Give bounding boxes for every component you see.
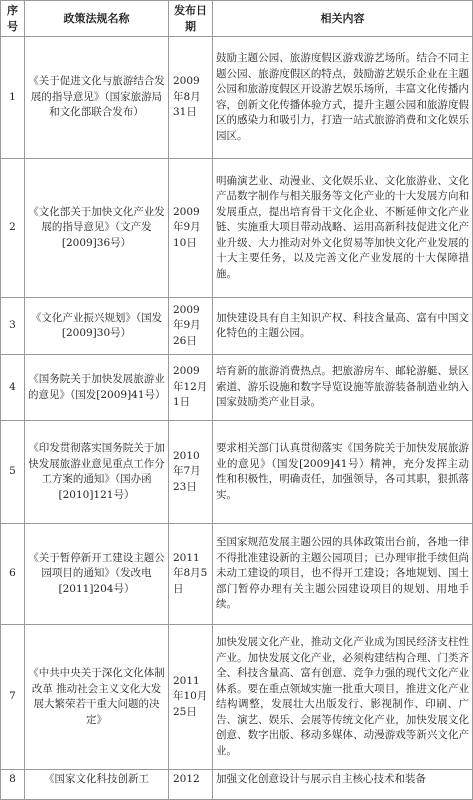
row-no: 6 [1, 524, 25, 625]
row-content: 鼓励主题公园、旅游度假区游戏游艺场所。结合不同主题公园、旅游度假区的特点，鼓励游艺娱乐企业在主题公园和旅游度假区开设游艺娱乐场所，丰富文化传播内容，创新文化传播体验方式，提升主题公园和旅游度假区的感染力和吸引力，打造一站式旅游消费和文化娱乐园区。 [213, 37, 473, 159]
row-no: 8 [1, 770, 25, 800]
row-date: 2009年12月1日 [169, 355, 213, 421]
table-row [1, 355, 473, 421]
table-row [1, 421, 473, 524]
row-date: 2011年8月5日 [169, 524, 213, 625]
row-policy-name: 《文化产业振兴规划》（国发[2009]30号） [25, 298, 169, 355]
table-row [1, 159, 473, 298]
row-policy-name: 《关于暂停新开工建设主题公园项目的通知》（发改电[2011]204号） [25, 524, 169, 625]
row-content: 要求相关部门认真贯彻落实《国务院关于加快发展旅游业的意见》（国发[2009]41号）精神，充分发挥主动性和积极性，明确责任，加强领导，各司其职，狠抓落实。 [213, 421, 473, 524]
row-policy-name: 《关于促进文化与旅游结合发展的指导意见》（国家旅游局和文化部联合发布） [25, 37, 169, 159]
header-name: 政策法规名称 [25, 1, 169, 37]
row-content: 至国家规范发展主题公园的具体政策出台前，各地一律不得批准建设新的主题公园项目；已办理审批手续但尚未动工建设的项目，也不得开工建设；各地规划、国土部门暂停办理有关主题公园建设项目的规划、用地手续。 [213, 524, 473, 625]
table-row [1, 625, 473, 770]
row-content: 加快建设具有自主知识产权、科技含量高、富有中国文化特色的主题公园。 [213, 298, 473, 355]
row-policy-name: 《国务院关于加快发展旅游业的意见》（国发[2009]41号） [25, 355, 169, 421]
row-no: 4 [1, 355, 25, 421]
table-row [1, 524, 473, 625]
table-row [1, 298, 473, 355]
row-content: 加强文化创意设计与展示自主核心技术和装备 [213, 770, 473, 800]
row-policy-name: 《中共中央关于深化文化体制改革 推动社会主义文化大发展大繁荣若干重大问题的决定》 [25, 625, 169, 770]
row-date: 2010年7月23日 [169, 421, 213, 524]
row-policy-name: 《国家文化科技创新工 [25, 770, 169, 800]
row-content: 加快发展文化产业，推动文化产业成为国民经济支柱性产业。加快发展文化产业，必须构建结构合理、门类齐全、科技含量高、富有创意、竞争力强的现代文化产业体系。要在重点领域实施一批重大项目，推进文化产业结构调整，发展壮大出版发行、影视制作、印刷、广告、演艺、娱乐、会展等传统文化产业，加快发展文化创意、数字出版、移动多媒体、动漫游戏等新兴文化产业。 [213, 625, 473, 770]
header-content: 相关内容 [213, 1, 473, 37]
row-content: 培育新的旅游消费热点。把旅游房车、邮轮游艇、景区索道、游乐设施和数字导览设施等旅游装备制造业纳入国家鼓励类产业目录。 [213, 355, 473, 421]
row-policy-name: 《印发贯彻落实国务院关于加快发展旅游业意见重点工作分工方案的通知》（国办函[2010]121号） [25, 421, 169, 524]
table-row [1, 37, 473, 159]
table-row [1, 770, 473, 800]
row-no: 3 [1, 298, 25, 355]
header-date: 发布日期 [169, 1, 213, 37]
row-no: 1 [1, 37, 25, 159]
row-date: 2009年8月31日 [169, 37, 213, 159]
row-no: 5 [1, 421, 25, 524]
row-date: 2009年9月10日 [169, 159, 213, 298]
row-content: 明确演艺业、动漫业、文化娱乐业、文化旅游业、文化产品数字制作与相关服务等文化产业的十大发展方向和发展重点，提出培育骨干文化企业、不断延伸文化产业链、实施重大项目带动战略、运用高新科技促进文化产业升级、大力推动对外文化贸易等加快文化产业发展的十大主要任务，以及完善文化产业发展的十大保障措施。 [213, 159, 473, 298]
row-policy-name: 《文化部关于加快文化产业发展的指导意见》（文产发[2009]36号） [25, 159, 169, 298]
table-header-row [1, 1, 473, 37]
row-no: 2 [1, 159, 25, 298]
row-date: 2012 [169, 770, 213, 800]
header-no: 序号 [1, 1, 25, 37]
row-date: 2011年10月25日 [169, 625, 213, 770]
row-no: 7 [1, 625, 25, 770]
row-date: 2009年9月26日 [169, 298, 213, 355]
